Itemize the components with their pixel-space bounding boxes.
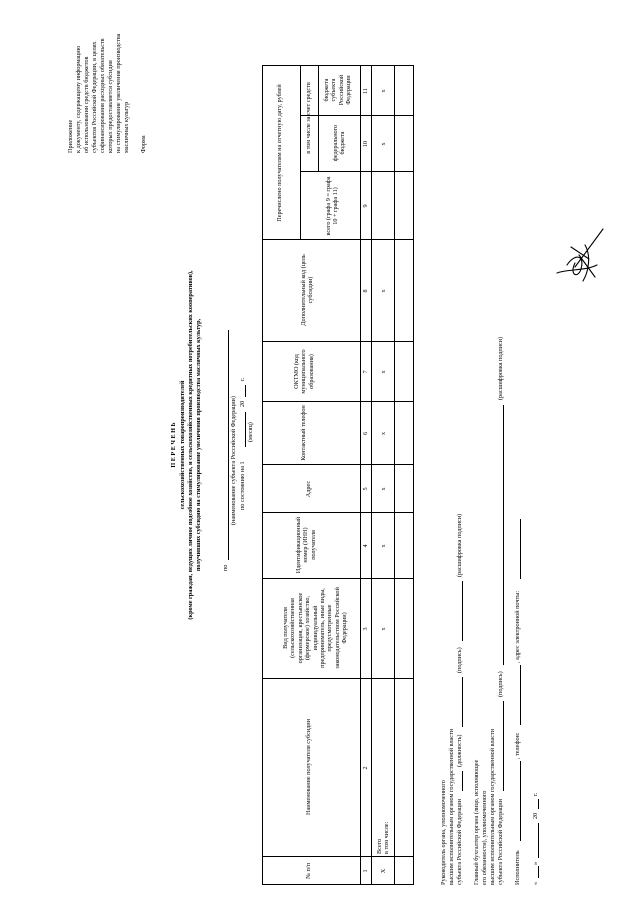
- title-line-1: сельскохозяйственных товаропроизводителей: [179, 380, 186, 510]
- head-line: высшим исполнительным органом государственной власти: [448, 728, 455, 885]
- header-paid: Перечислено получателям на отчетную дату, рублей: [276, 84, 283, 222]
- header-incl: в том числе за счет средств: [305, 82, 312, 154]
- date-prefix: по состоянию на 1: [239, 461, 246, 510]
- header-fed: федерального бюджета: [332, 124, 347, 162]
- appendix-line: об использовании средств бюджетов: [83, 56, 90, 153]
- header-crop: Дополнительный код (цель субсидии): [300, 254, 315, 326]
- appendix-line: которых предоставляется субсидия: [107, 60, 114, 153]
- forma-label: Форма: [140, 135, 147, 153]
- col-number: 11: [362, 88, 369, 94]
- header-kind: Вид получателя (сельскохозяйственная организация, крестьянское (фермерское) хозяйство, индивидуальный предприниматель, иные виды, предусмотренные законодательством Российской Федерации): [282, 587, 349, 669]
- appendix-line: субъектов Российской Федерации, в целях: [91, 41, 98, 153]
- year-underline: [245, 385, 246, 397]
- head-line: Руководитель органа, уполномоченного: [440, 780, 447, 885]
- date-suffix: г.: [239, 377, 246, 381]
- total-row-x: х: [380, 89, 387, 93]
- col-number: 6: [362, 431, 369, 436]
- header-inn: Идентификационный номер (ИНН) получателя: [295, 516, 317, 574]
- date-open-quote: «: [532, 881, 539, 885]
- total-row-x: х: [380, 370, 387, 374]
- col-number: 7: [362, 370, 369, 374]
- position-caption: (должность): [456, 734, 463, 767]
- date-g: г.: [532, 792, 539, 796]
- total-row-x: х: [380, 142, 387, 146]
- total-row-x: х: [380, 431, 387, 436]
- date-year: 20: [532, 812, 539, 819]
- col-number: 2: [362, 766, 369, 770]
- col-number: 8: [362, 289, 369, 293]
- head-line: субъекта Российской Федерации: [456, 799, 463, 885]
- total-row-sub: в том числе:: [383, 821, 390, 854]
- total-row-x: х: [380, 627, 387, 631]
- total-row-x: х: [380, 544, 387, 548]
- accountant-line: Главный бухгалтер органа (лицо, исполняющее: [473, 759, 480, 885]
- date-year: 20: [239, 400, 246, 407]
- decoding-caption: (расшифровка подписи): [456, 513, 463, 577]
- signature-caption: (подпись): [497, 671, 504, 697]
- appendix-line: к документу, содержащему информацию: [75, 45, 82, 153]
- header-reg: бюджета субъекта Российской Федерации: [323, 74, 353, 106]
- month-underline: [245, 412, 246, 447]
- col-number: 1: [362, 869, 369, 873]
- total-row-label: Всего: [376, 838, 383, 854]
- appendix-line: масличных культур: [123, 101, 130, 153]
- appendix-line: Приложение: [67, 119, 74, 153]
- email-label: , адрес электронной почты:: [514, 590, 521, 663]
- signature-caption: (подпись): [456, 647, 463, 673]
- handwritten-signature: [545, 225, 610, 285]
- executor-label: Исполнитель: [514, 850, 521, 885]
- total-row-num: Х: [380, 868, 387, 874]
- title-heading: П Е Р Е Ч Е Н Ь: [170, 422, 177, 468]
- accountant-line: высшим исполнительным органом государственной власти: [489, 728, 496, 885]
- decoding-caption: (расшифровка подписи): [497, 336, 504, 400]
- col-number: 4: [362, 544, 369, 548]
- po-label: по: [222, 564, 229, 571]
- header-name: Наименование получателя субсидии: [305, 719, 312, 815]
- header-total: всего (графа 9 = графа 10 + графа 11): [325, 176, 340, 236]
- col-number: 9: [362, 204, 369, 208]
- accountant-line: субъекта Российской Федерации: [497, 799, 504, 885]
- title-line-2: (кроме граждан, ведущих личное подсобное хозяйство, и сельскохозяйственных кредитных потребительских кооперативов),: [187, 270, 194, 620]
- appendix-line: софинансирования расходных обязательств: [99, 38, 106, 153]
- subject-caption: (наименование субъекта Российской Федерации): [230, 396, 237, 525]
- col-number: 5: [362, 487, 369, 491]
- header-oktmo: ОКТМО (код муниципального образования): [293, 349, 315, 394]
- header-num: № п/п: [305, 863, 312, 879]
- total-row-x: х: [380, 487, 387, 491]
- total-row-x: х: [380, 289, 387, 293]
- phone-label: , телефон:: [514, 732, 521, 759]
- appendix-line: на стимулирование увеличения производства: [115, 33, 122, 153]
- title-line-3: получивших субсидию на стимулирование увеличения производства масличных культур,: [195, 318, 202, 572]
- subject-underline: [228, 330, 229, 560]
- col-number: 3: [362, 627, 369, 631]
- date-close-quote: »: [532, 861, 539, 865]
- accountant-line: его обязанности), уполномоченного: [481, 790, 488, 885]
- col-number: 10: [362, 140, 369, 148]
- header-phone: Контактный телефон: [300, 405, 307, 461]
- header-addr: Адрес: [305, 480, 312, 498]
- month-caption: (месяц): [247, 422, 254, 442]
